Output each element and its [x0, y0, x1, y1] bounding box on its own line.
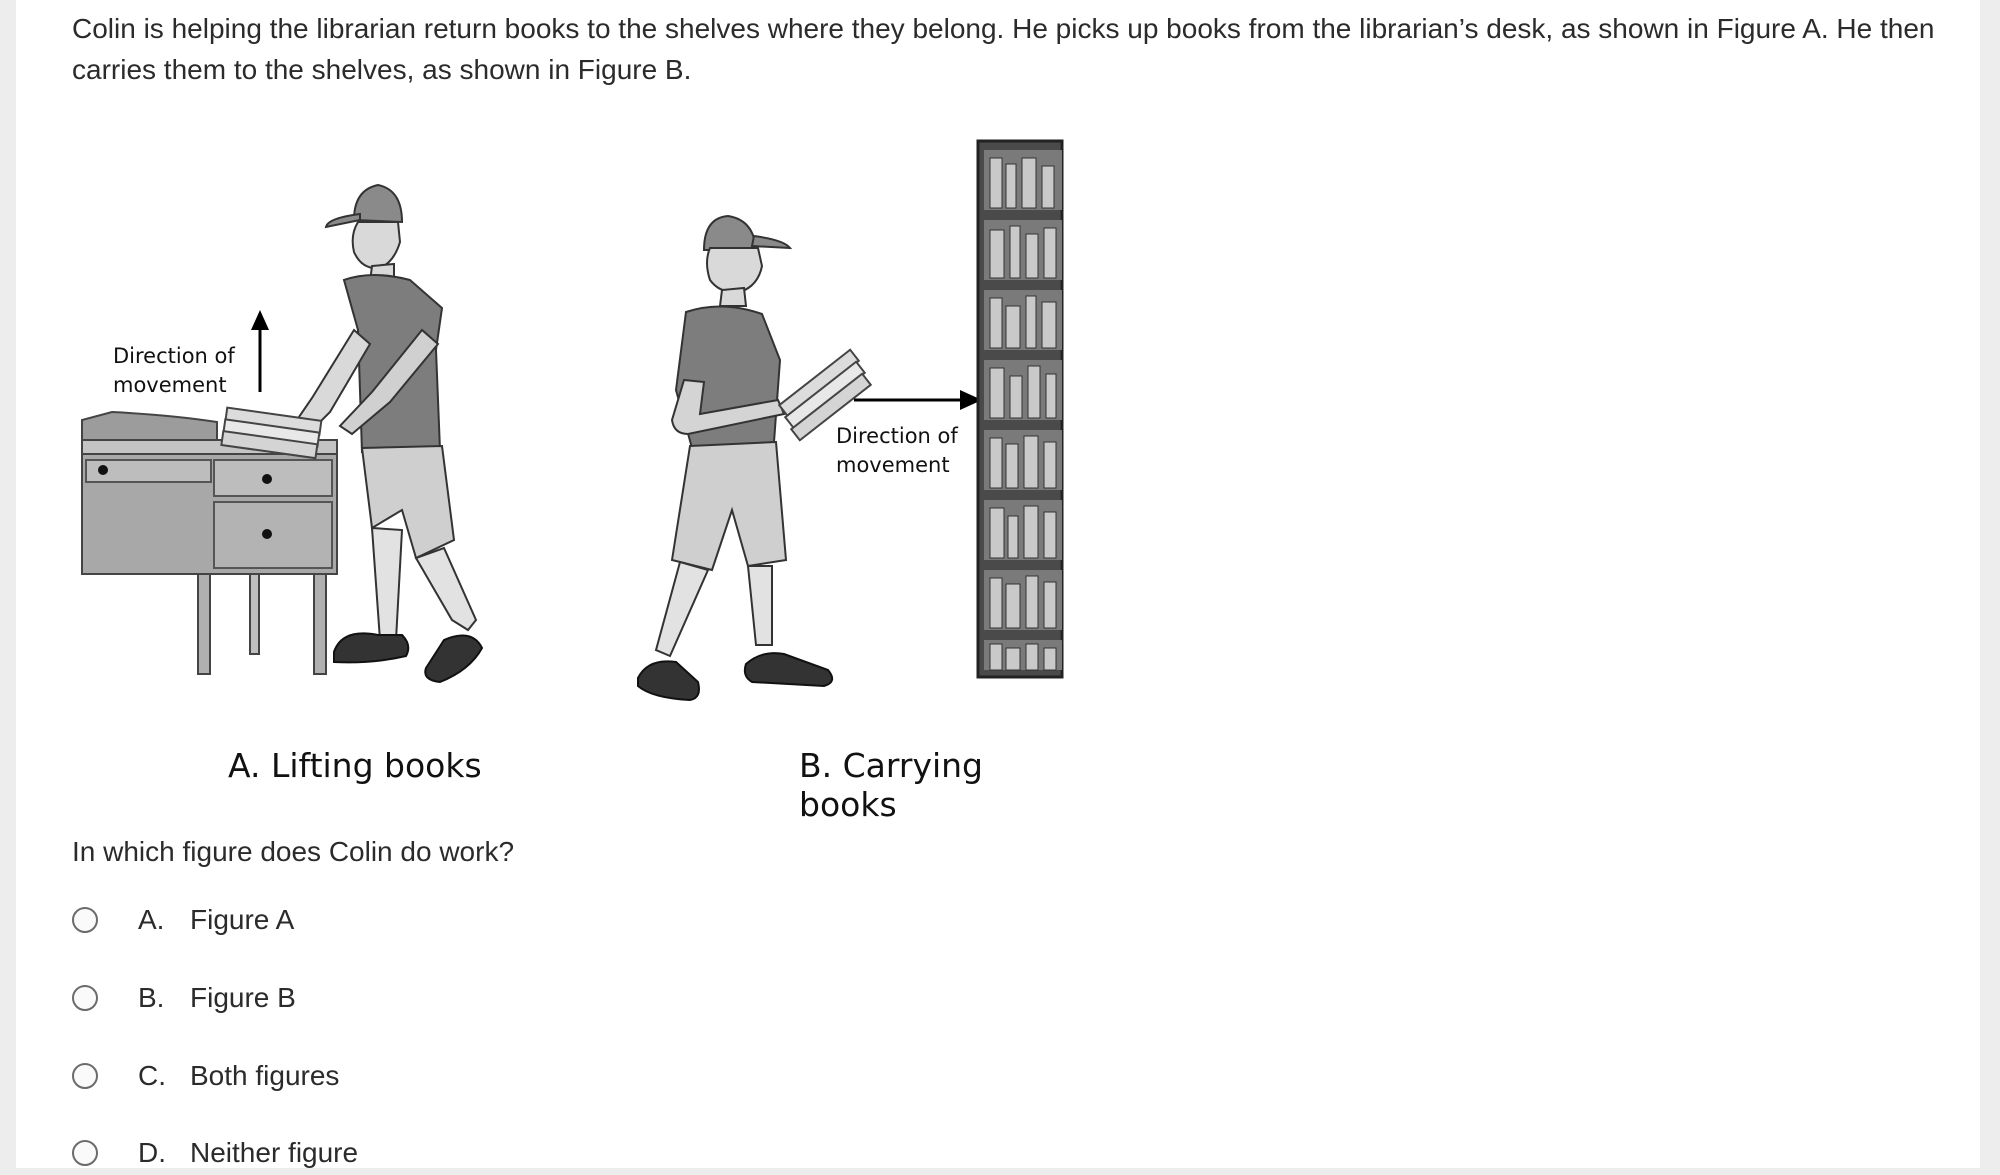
question-card	[16, 0, 1980, 1168]
option-text: Figure B	[190, 982, 296, 1013]
option-letter: A.	[138, 904, 165, 935]
direction-label-b-line1: Direction of	[836, 424, 958, 448]
option-letter: C.	[138, 1060, 166, 1091]
arrow-right-b	[854, 390, 982, 410]
direction-label-a-line2: movement	[113, 373, 227, 397]
option-text: Figure A	[190, 904, 295, 935]
question-prompt: In which figure does Colin do work?	[72, 836, 515, 867]
radio-button-b[interactable]	[72, 985, 98, 1011]
arrow-up-a	[251, 310, 269, 392]
direction-label-b	[836, 422, 958, 480]
bookshelf-graphic	[978, 141, 1062, 677]
direction-label-b-line2: movement	[836, 453, 950, 477]
colin-lifting-graphic	[221, 185, 482, 682]
radio-button-d[interactable]	[72, 1140, 98, 1166]
question-intro: Colin is helping the librarian return books to the shelves where they belong. He picks up books from the librarian’s desk, as shown in Figure A. He then carries them to the shelves, as shown in Figure B.	[72, 13, 1935, 85]
option-text: Both figures	[190, 1060, 340, 1091]
radio-button-c[interactable]	[72, 1063, 98, 1089]
option-letter: D.	[138, 1137, 166, 1168]
figure-a-caption: A. Lifting books	[228, 746, 482, 785]
option-c[interactable]	[72, 1054, 672, 1098]
direction-label-a-line1: Direction of	[113, 344, 235, 368]
option-a[interactable]	[72, 898, 672, 942]
option-b[interactable]	[72, 976, 672, 1020]
direction-label-a	[113, 342, 235, 400]
option-d[interactable]	[72, 1131, 672, 1175]
option-letter: B.	[138, 982, 165, 1013]
figure-b-caption: B. Carrying books	[799, 746, 983, 824]
option-text: Neither figure	[190, 1137, 359, 1168]
illustration	[72, 130, 1072, 824]
radio-button-a[interactable]	[72, 907, 98, 933]
